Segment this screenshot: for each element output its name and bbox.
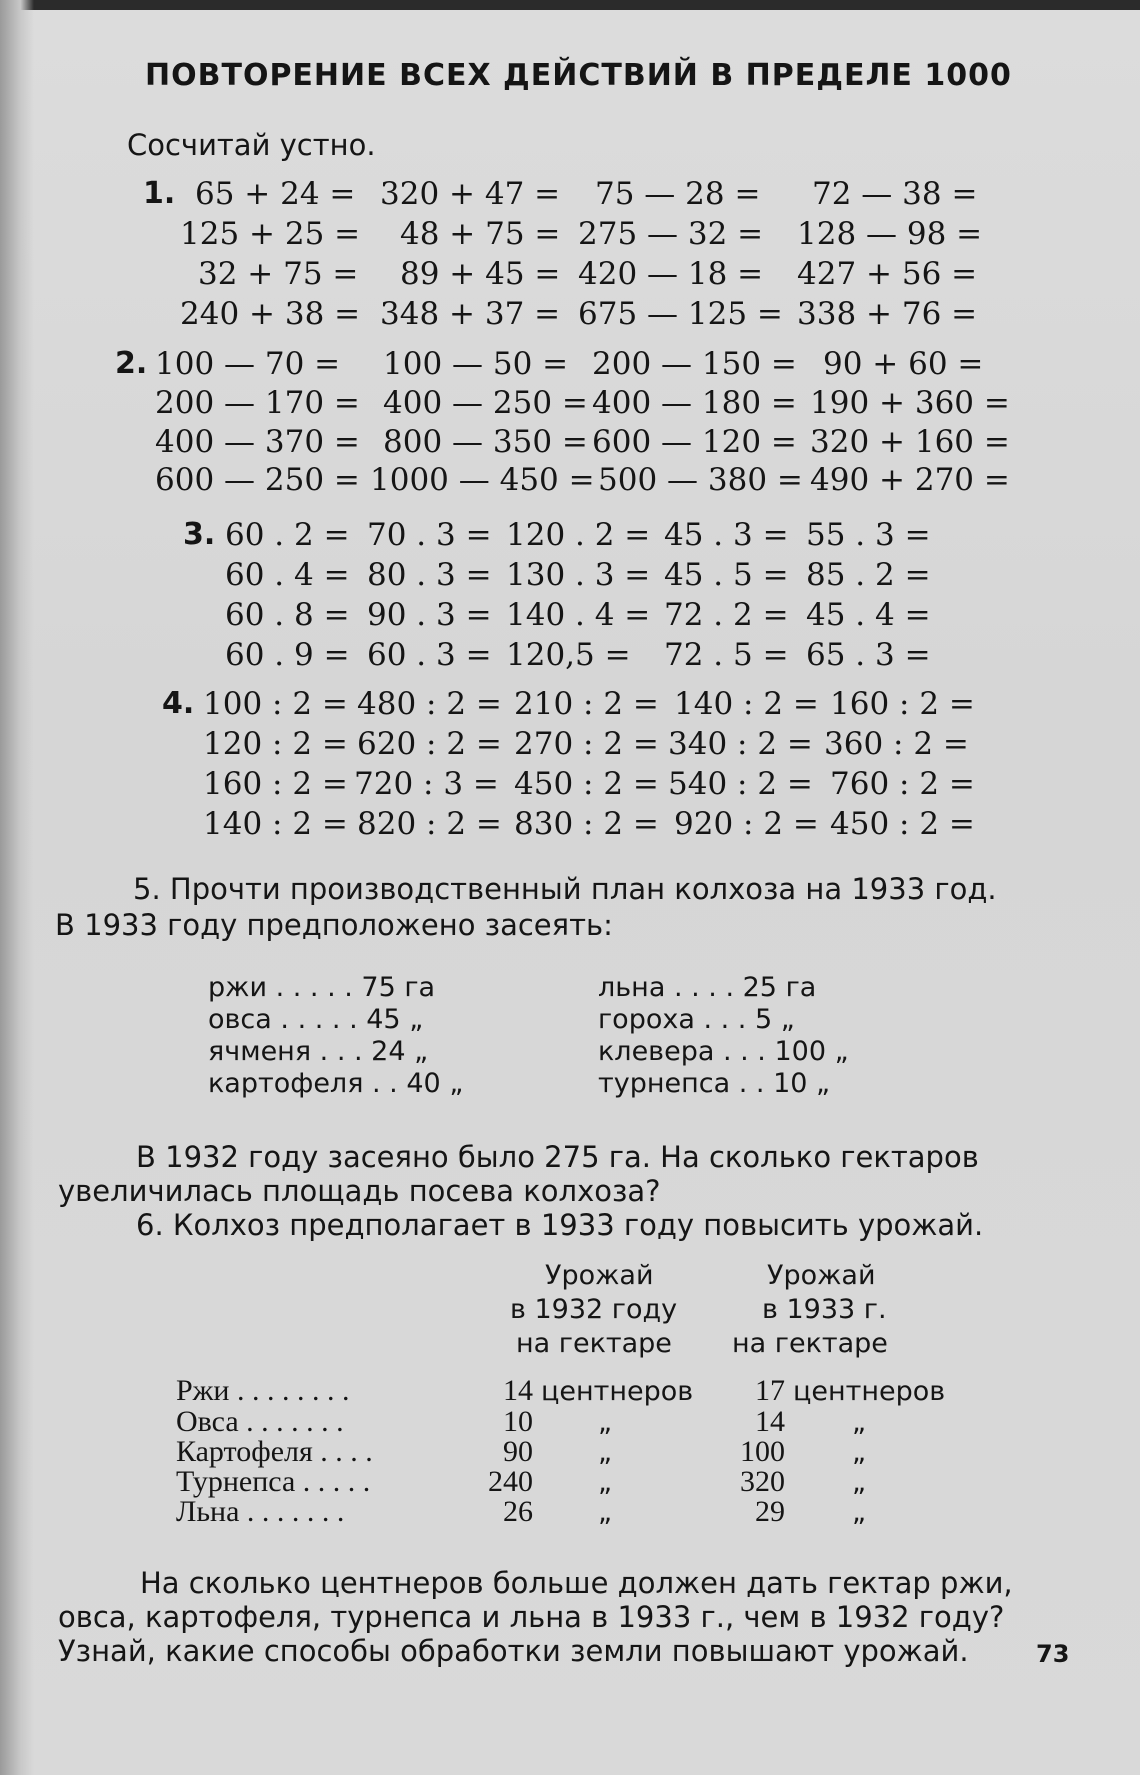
sowing-item: картофеля . . 40 „: [208, 1068, 464, 1099]
expression: 600 — 120 =: [592, 424, 797, 460]
page-title: ПОВТОРЕНИЕ ВСЕХ ДЕЙСТВИЙ В ПРЕДЕЛЕ 1000: [145, 58, 1012, 93]
yield-1933: 320: [740, 1465, 785, 1498]
expression: 490 + 270 =: [810, 462, 1010, 498]
unit-1932: центнеров: [541, 1376, 694, 1407]
expression: 240 + 38 =: [180, 296, 361, 332]
expression: 160 : 2 =: [203, 766, 348, 802]
expression: 72 — 38 =: [812, 176, 978, 212]
expression: 48 + 75 =: [400, 216, 561, 252]
expression: 720 : 3 =: [354, 766, 499, 802]
expression: 540 : 2 =: [668, 766, 813, 802]
exercise-3-number: 3.: [183, 517, 216, 552]
unit-1933: „: [852, 1407, 866, 1438]
expression: 90 + 60 =: [823, 346, 984, 382]
expression: 800 — 350 =: [383, 424, 588, 460]
header-line: Урожай: [545, 1260, 654, 1291]
sowing-item: турнепса . . 10 „: [598, 1068, 831, 1099]
yield-1932: 240: [488, 1465, 533, 1498]
yield-1932: 14: [503, 1374, 533, 1407]
header-line: на гектаре: [516, 1328, 672, 1359]
exercise-6-question-final: Узнай, какие способы обработки земли повышают урожай.: [58, 1634, 969, 1668]
unit-1932: „: [598, 1437, 612, 1468]
expression: 400 — 180 =: [592, 385, 797, 421]
unit-1933: „: [852, 1437, 866, 1468]
expression: 210 : 2 =: [514, 686, 659, 722]
expression: 320 + 47 =: [380, 176, 561, 212]
expression: 820 : 2 =: [357, 806, 502, 842]
crop-name: Льна . . . . . . .: [176, 1495, 345, 1528]
expression: 80 . 3 =: [367, 557, 492, 593]
expression: 348 + 37 =: [380, 296, 561, 332]
expression: 427 + 56 =: [797, 256, 978, 292]
yield-1932: 10: [503, 1405, 533, 1438]
crop-name: Картофеля . . . .: [176, 1435, 373, 1468]
expression: 128 — 98 =: [797, 216, 983, 252]
crop-name: Овса . . . . . . .: [176, 1405, 344, 1438]
expression: 60 . 8 =: [225, 597, 350, 633]
expression: 60 . 9 =: [225, 637, 350, 673]
expression: 480 : 2 =: [357, 686, 502, 722]
expression: 70 . 3 =: [367, 517, 492, 553]
expression: 120 : 2 =: [203, 726, 348, 762]
exercise-6-question: На сколько центнеров больше должен дать гектар ржи,: [140, 1566, 1013, 1600]
expression: 140 : 2 =: [674, 686, 819, 722]
expression: 32 + 75 =: [198, 256, 359, 292]
expression: 400 — 250 =: [383, 385, 588, 421]
yield-1933: 17: [755, 1374, 785, 1407]
expression: 400 — 370 =: [155, 424, 360, 460]
unit-1933: центнеров: [793, 1376, 946, 1407]
unit-1932: „: [598, 1467, 612, 1498]
sowing-item: ржи . . . . . 75 га: [208, 972, 436, 1003]
exercise-1-number: 1.: [143, 176, 176, 211]
crop-name: Турнепса . . . . .: [176, 1465, 371, 1498]
expression: 450 : 2 =: [830, 806, 975, 842]
expression: 140 . 4 =: [506, 597, 651, 633]
crop-name: Ржи . . . . . . . .: [176, 1374, 350, 1407]
expression: 620 : 2 =: [357, 726, 502, 762]
expression: 65 + 24 =: [195, 176, 356, 212]
exercise-6-prompt: 6. Колхоз предполагает в 1933 году повысить урожай.: [136, 1208, 984, 1242]
expression: 55 . 3 =: [806, 517, 931, 553]
expression: 200 — 150 =: [592, 346, 797, 382]
expression: 830 : 2 =: [514, 806, 659, 842]
expression: 100 — 70 =: [155, 346, 341, 382]
expression: 160 : 2 =: [830, 686, 975, 722]
exercise-5-prompt: 5. Прочти производственный план колхоза на 1933 год.: [133, 872, 997, 906]
yield-1933: 100: [740, 1435, 785, 1468]
expression: 920 : 2 =: [674, 806, 819, 842]
expression: 450 : 2 =: [514, 766, 659, 802]
expression: 89 + 45 =: [400, 256, 561, 292]
expression: 72 . 5 =: [664, 637, 789, 673]
expression: 140 : 2 =: [203, 806, 348, 842]
expression: 60 . 4 =: [225, 557, 350, 593]
yield-1932: 26: [503, 1495, 533, 1528]
expression: 130 . 3 =: [506, 557, 651, 593]
yield-1933: 29: [755, 1495, 785, 1528]
expression: 90 . 3 =: [367, 597, 492, 633]
expression: 60 . 2 =: [225, 517, 350, 553]
expression: 45 . 4 =: [806, 597, 931, 633]
expression: 65 . 3 =: [806, 637, 931, 673]
scan-top-edge: [0, 0, 1140, 10]
header-line: в 1932 году: [510, 1294, 678, 1325]
expression: 340 : 2 =: [668, 726, 813, 762]
expression: 420 — 18 =: [578, 256, 764, 292]
expression: 190 + 360 =: [810, 385, 1010, 421]
expression: 120,5 =: [506, 637, 631, 673]
expression: 45 . 3 =: [664, 517, 789, 553]
expression: 275 — 32 =: [578, 216, 764, 252]
exercise-5-question: В 1932 году засеяно было 275 га. На сколько гектаров: [136, 1140, 979, 1174]
exercise-5-question-cont: увеличилась площадь посева колхоза?: [58, 1174, 661, 1208]
expression: 100 — 50 =: [383, 346, 569, 382]
scan-binding-shadow: [0, 0, 34, 1775]
exercise-4-number: 4.: [162, 686, 195, 721]
exercise-5-prompt-cont: В 1933 году предположено засеять:: [55, 908, 613, 942]
expression: 200 — 170 =: [155, 385, 360, 421]
header-line: Урожай: [767, 1260, 876, 1291]
expression: 45 . 5 =: [664, 557, 789, 593]
sowing-item: гороха . . . 5 „: [598, 1004, 795, 1035]
expression: 320 + 160 =: [810, 424, 1010, 460]
unit-1933: „: [852, 1497, 866, 1528]
unit-1932: „: [598, 1407, 612, 1438]
header-line: на гектаре: [732, 1328, 888, 1359]
unit-1933: „: [852, 1467, 866, 1498]
expression: 270 : 2 =: [514, 726, 659, 762]
expression: 360 : 2 =: [824, 726, 969, 762]
expression: 500 — 380 =: [598, 462, 803, 498]
expression: 760 : 2 =: [830, 766, 975, 802]
unit-1932: „: [598, 1497, 612, 1528]
expression: 85 . 2 =: [806, 557, 931, 593]
intro-instruction: Сосчитай устно.: [127, 128, 376, 162]
sowing-item: льна . . . . 25 га: [598, 972, 817, 1003]
exercise-6-question-cont: овса, картофеля, турнепса и льна в 1933 г., чем в 1932 году?: [58, 1600, 1005, 1634]
page-number: 73: [1036, 1640, 1070, 1668]
expression: 1000 — 450 =: [370, 462, 595, 498]
expression: 120 . 2 =: [506, 517, 651, 553]
expression: 125 + 25 =: [180, 216, 361, 252]
sowing-item: ячменя . . . 24 „: [208, 1036, 429, 1067]
sowing-item: овса . . . . . 45 „: [208, 1004, 424, 1035]
header-line: в 1933 г.: [762, 1294, 887, 1325]
expression: 75 — 28 =: [595, 176, 761, 212]
sowing-item: клевера . . . 100 „: [598, 1036, 849, 1067]
expression: 338 + 76 =: [797, 296, 978, 332]
yield-1933: 14: [755, 1405, 785, 1438]
expression: 100 : 2 =: [203, 686, 348, 722]
exercise-2-number: 2.: [115, 346, 148, 381]
yield-1932: 90: [503, 1435, 533, 1468]
expression: 675 — 125 =: [578, 296, 783, 332]
expression: 72 . 2 =: [664, 597, 789, 633]
expression: 600 — 250 =: [155, 462, 360, 498]
expression: 60 . 3 =: [367, 637, 492, 673]
